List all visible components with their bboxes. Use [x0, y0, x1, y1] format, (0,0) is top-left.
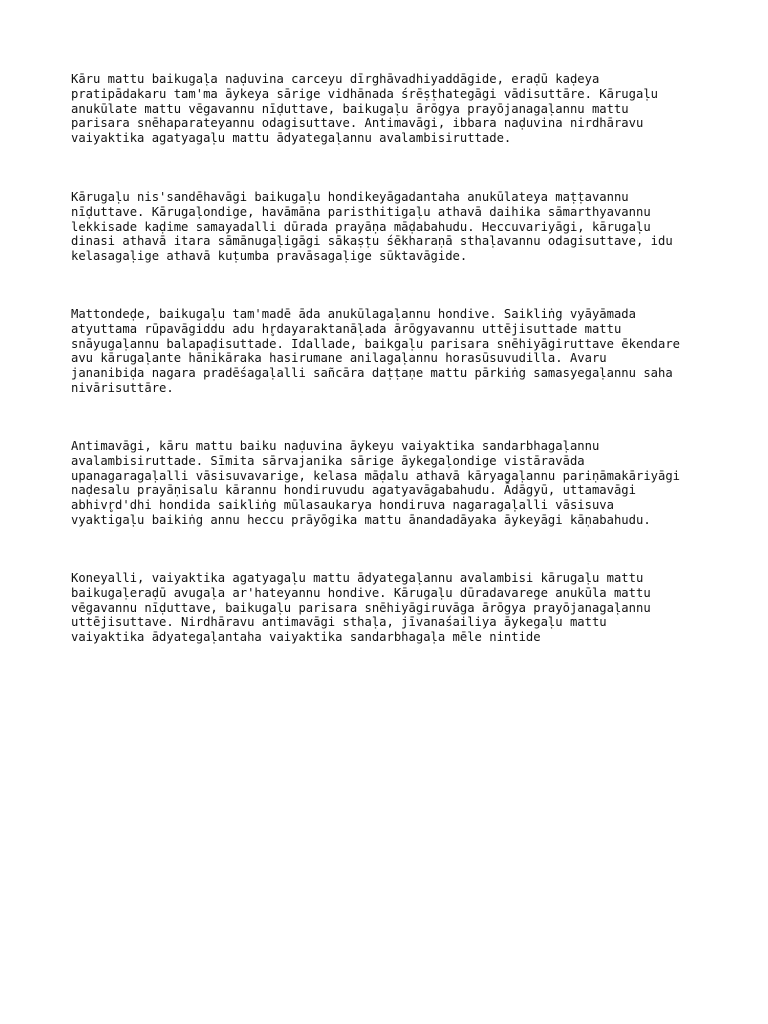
paragraph-5: Koneyalli, vaiyaktika agatyagaḷu mattu ādyategaḷannu avalambisi kārugaḷu mattu baikugaḷeraḍū avugaḷa ar'hateyannu hondive. Kārugaḷu dūradavarege anukūla mattu vēgavannu nīḍuttave, baikugaḷu parisara snēhiyāgiruvāga ārōgya prayōjanagaḷannu uttējisuttave. Nirdhāravu antimavāgi sthaḷa, jīvanaśailiya āykegaḷu mattu vaiyaktika ādyategaḷantaha vaiyaktika sandarbhagaḷa mēle nintide [71, 571, 651, 645]
paragraph-4: Antimavāgi, kāru mattu baiku naḍuvina āykeyu vaiyaktika sandarbhagaḷannu avalambisiruttade. Sīmita sārvajanika sārige āykegaḷondige vistāravāda upanagaragaḷalli vāsisuvavarige, kelasa māḍalu athavā kāryagaḷannu pariṇāmakāriyāgi naḍesalu prayāṇisalu kārannu hondiruvudu agatyavāgabahudu. Ādāgyū, uttamavāgi abhivr̥d'dhi hondida saikliṅg mūlasaukarya hondiruva nagaragaḷalli vāsisuva vyaktigaḷu baikiṅg annu heccu prāyōgika mattu ānandadāyaka āykeyāgi kāṇabahudu. [71, 439, 681, 527]
paragraph-1: Kāru mattu baikugaḷa naḍuvina carceyu dīrghāvadhiyaddāgide, eraḍū kaḍeya pratipādakaru tam'ma āykeya sārige vidhānada śrēṣṭhategāgi vādisuttāre. Kārugaḷu anukūlate mattu vēgavannu nīḍuttave, baikugaḷu ārōgya prayōjanagaḷannu mattu parisara snēhaparateyannu odagisuttave. Antimavāgi, ibbara naḍuvina nirdhāravu vaiyaktika agatyagaḷu mattu ādyategaḷannu avalambisiruttade. [71, 72, 658, 146]
paragraph-2: Kārugaḷu nis'sandēhavāgi baikugaḷu hondikeyāgadantaha anukūlateya maṭṭavannu nīḍuttave. Kārugaḷondige, havāmāna paristhitigaḷu athavā daihika sāmarthyavannu lekkisade kaḍime samayadalli dūrada prayāṇa māḍabahudu. Heccuvariyāgi, kārugaḷu dinasi athavā itara sāmānugaḷigāgi sākaṣṭu śēkharaṇā sthaḷavannu odagisuttave, idu kelasagaḷige athavā kuṭumba pravāsagaḷige sūktavāgide. [71, 190, 673, 264]
paragraph-3: Mattondeḍe, baikugaḷu tam'madē āda anukūlagaḷannu hondive. Saikliṅg vyāyāmada atyuttama rūpavāgiddu adu hr̥dayaraktanāḷada ārōgyavannu uttējisuttade mattu snāyugaḷannu balapaḍisuttade. Idallade, baikgaḷu parisara snēhiyāgiruttave ēkendare avu kārugaḷante hānikāraka hasirumane anilagaḷannu horasūsuvudilla. Avaru jananibiḍa nagara pradēśagaḷalli sañcāra daṭṭaṇe mattu pārkiṅg samasyegaḷannu saha nivārisuttāre. [71, 307, 681, 395]
